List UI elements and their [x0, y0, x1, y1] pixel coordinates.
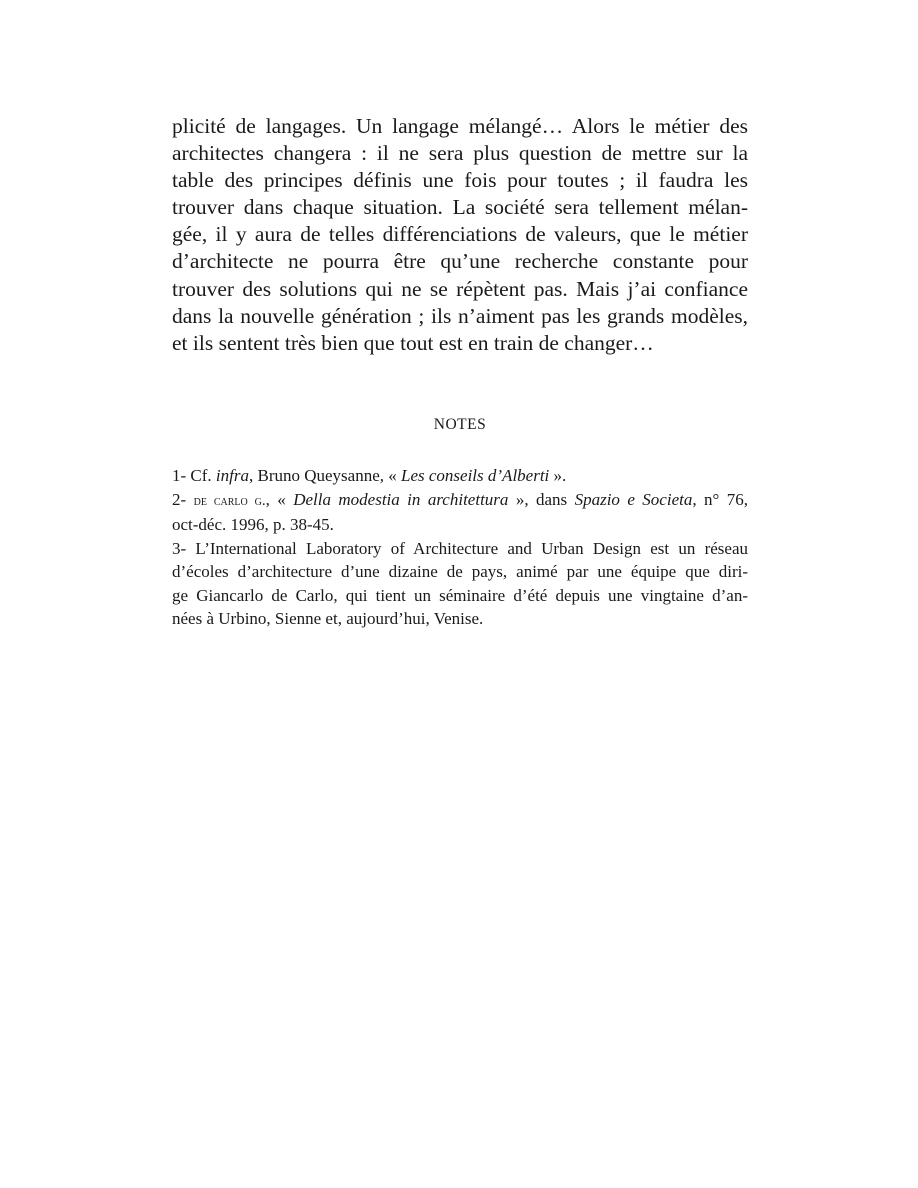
body-line: table des principes définis une fois pour toutes ; il faudra les	[172, 168, 748, 193]
notes-heading: NOTES	[433, 416, 487, 433]
body-paragraph	[172, 113, 748, 357]
notes-list	[172, 464, 748, 631]
body-line: gée, il y aura de telles différenciations de valeurs, que le métier	[172, 222, 748, 247]
note-3-line: d’écoles d’architecture d’une dizaine de pays, animé par une équipe que diri-	[172, 562, 748, 581]
body-line: architectes changera : il ne sera plus question de mettre sur la	[172, 141, 748, 166]
note-3-line: nées à Urbino, Sienne et, aujourd’hui, Venise.	[172, 609, 484, 628]
note-text: », dans	[508, 489, 575, 509]
body-line: trouver des solutions qui ne se répètent pas. Mais j’ai confiance	[172, 276, 748, 301]
note-italic: Les conseils d’Alberti	[401, 466, 550, 485]
note-italic: infra	[215, 466, 249, 485]
note-italic: Spazio e Societa	[574, 489, 693, 509]
note-author: de carlo g.	[193, 492, 266, 509]
note-italic: Della modestia in architettura	[293, 489, 509, 509]
body-line: trouver dans chaque situation. La société sera tellement mélan-	[172, 195, 748, 220]
note-1	[172, 464, 748, 488]
note-text: 2-	[172, 489, 194, 509]
body-line: et ils sentent très bien que tout est en train de changer…	[172, 330, 654, 355]
body-line: dans la nouvelle génération ; ils n’aiment pas les grands modèles,	[172, 303, 748, 328]
note-text: ».	[549, 466, 567, 485]
note-2-continued: oct-déc. 1996, p. 38-45.	[172, 515, 334, 534]
body-line: plicité de langages. Un langage mélangé… Alors le métier des	[172, 114, 748, 138]
note-text: , «	[265, 489, 294, 509]
note-text: 1- Cf.	[172, 466, 216, 485]
note-2	[172, 488, 748, 514]
note-text: , n° 76,	[692, 489, 748, 509]
body-line: d’architecte ne pourra être qu’une recherche constante pour	[172, 249, 748, 274]
note-text: , Bruno Queysanne, «	[248, 466, 402, 485]
note-3-line: 3- L’International Laboratory of Architecture and Urban Design est un réseau	[172, 538, 748, 558]
note-3-line: ge Giancarlo de Carlo, qui tient un séminaire d’été depuis une vingtaine d’an-	[172, 585, 748, 605]
